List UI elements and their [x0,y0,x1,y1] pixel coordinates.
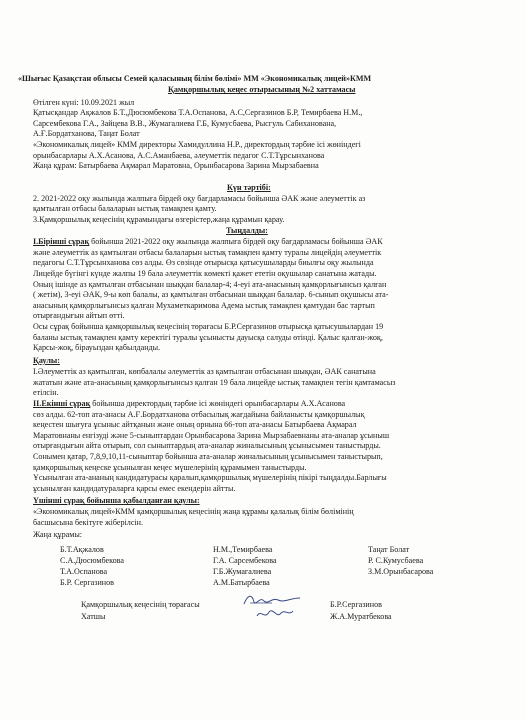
member-1-4: Б.Р. Сергазинов [60,578,114,587]
members-heading: Жаңа құрамы: [33,530,83,539]
agenda-item2-line1: 2. 2021-2022 оқу жылында жалпыға бірдей оқу бағдарламасы бойынша ӘАК және әлеуметтік аз [33,194,366,203]
third-line-2: басшысына бекітуге жіберілсін. [33,518,144,527]
q2-line-3: Маратовнаны енгізуді және 5-сыныптардан Орынбасарова Зарина Мырзабаевнаны ата-аналар ұсыныш [33,431,390,440]
q2-line-7: Ұсынылған ата-ананың кандидатурасы қаралып,қамқоршылық мүшелерінің пікірі тыңдалды.Барлығы [33,473,387,482]
q1-line-3: педагогы С.Т.Тұрсынханова сөз алды. Өз сөзінде отырысқа қатысушыларды биылғы оқу жылында [33,258,374,267]
document-title-line2: Қамқоршылық кеңес отырысының №2 хаттамасы [168,85,356,94]
invited-line-2: орынбасарлары А.Х.Асанова, А.С.Аманбаева, әлеуметтік педагог С.Т.Тұрсынханова [33,151,325,160]
resolution-line-1: I.Әлеуметтік аз қамтылған, көпбалалы әлеуметтік аз қамтылған отбасынан шыққан, ӘАК санатына [33,367,376,376]
member-3-1: Таңат Болат [368,545,410,554]
q1-line-2: және әлеуметтік аз қамтылған отбасы балаларын ыстық тамақпен қамту туралы лицейдің әлеуметтік [33,248,382,257]
q2-line-2: кеңестен шығуға ұсыныс айтқанын және оның орнына 66-топ ата-анасы Батырбаева Ақмарал [33,420,357,429]
q2-line-1: сөз алды. 62-топ ата-анасы А.Ғ.Бордатханова отбасылық жағдайына байланысты қамқоршылық [33,410,365,419]
listened-heading: Тыңдалды: [226,226,268,235]
new-members-line: Жаңа құрам: Батырбаева Ақмарал Маратовна, Орынбасарова Зарина Мырзабаевна [33,161,319,170]
secretary-name: Ж.А.Муратбекова [330,612,392,621]
q1-line-5: Оның ішінде аз қамтылған отбасынан шыққан балалар-4; 4-еуі ата-анасының қамқорлығынсыз қалған [33,280,387,289]
member-3-2: Р. С.Кумусбаева [368,556,424,565]
member-1-1: Б.Т.Ақжалов [60,545,104,554]
vote-line-2: баланы ыстық тамақпен қамту керектігі туралы ұсынысты дауысқа салуды өтінді. Қалыс қалған-жоқ, [33,333,383,342]
agenda-heading: Күн тәртібі: [227,183,271,192]
member-1-2: С.А.Дюсюмбекова [60,556,124,565]
q1-line-7: анасының қамқорлығынсыз қалған Мухаметкаримова Адема ыстық тамақпен қамтудан бас тартып [33,301,375,310]
member-2-4: А.М.Батырбаева [213,578,270,587]
member-3-3: З.М.Орынбасарова [368,567,434,576]
invited-line-1: «Экономикалық лицей» КММ директоры Хамидуллина Н.Р., директордың тәрбие ісі жөніндегі [33,140,361,149]
vote-line-3: Қарсы-жоқ, бірауыздан қабылданды. [33,343,161,352]
agenda-item3: 3.Қамқоршылық кеңесінің құрамындағы өзгерістер,жаңа құрамын қарау. [33,215,285,224]
third-heading: Үшінші сұрақ бойынша қабылданған қаулы: [33,496,200,505]
meeting-date: Өтілген күні: 10.09.2021 жыл [33,98,135,107]
q1-line-6: ( жетім), 3-еуі ӘАК, 9-ы көп балалы, аз қамтылған отбасынан шыққан балалар. 6-сынып оқушысы ата- [33,290,389,299]
resolution-heading: Қаулы: [33,356,60,365]
q2-label: II.Екінші сұрақ [33,399,91,408]
chair-label: Қамқоршылық кеңесінің төрағасы [81,600,200,609]
secretary-label: Хатшы [81,612,106,621]
document-title-line1: «Шығыс Қазақстан облысы Семей қаласының білім бөлімі» ММ «Экономикалық лицей»КММ [18,74,372,83]
q1-line-1: I.Бірінші сұрақ бойынша 2021-2022 оқу жылында жалпыға бірдей оқу бағдарламасы бойынша ӘАК [33,237,383,246]
q1-line-4: Лицейде бүгінгі күнде жалпы 19 бала әлеуметтік көмекті қажет ететін оқушылар санатына жатады. [33,269,377,278]
q2-line-5: Сонымен қатар, 7,8,9,10,11-сыныптар бойынша ата-аналар жиналысының ұсынысымен таныстырып, [33,452,383,461]
vote-line-1: Осы сұрақ бойынша қамқоршылық кеңесінің төрағасы Б.Р.Сергазинов отырысқа қатысушылардан 19 [33,322,384,331]
q2-line-4: отырғандығын айта отырып, сол сыныптардың ата-аналар жиналысының ұсынысымен таныстырды. [33,441,381,450]
agenda-item2-line2: қамтылған отбасы балаларын ыстық тамақпен қамту. [33,204,217,213]
q2-line-8: ұсынылған кандидатураларға қарсы емес екендерін айтты. [33,484,236,493]
member-1-3: Т.А.Оспанова [60,567,108,576]
q1-label: I.Бірінші сұрақ [33,237,90,246]
attendees-line-1: Қатысқандар Ақжалов Б.Т.,Дюсюмбекова Т.А.Оспанова, А.С,Сергазинов Б.Р, Темирбаева Н.М., [33,108,363,117]
third-line-1: «Экономикалық лицей»КММ қамқоршылық кеңесінің жаңа құрамы қалалық білім бөлімінің [33,507,354,516]
q1-line-8: отырғандығын айтып өтті. [33,311,125,320]
member-2-3: Г.Б.Жумагалиева [213,567,272,576]
attendees-line-2: Сарсембекова Г.А., Зайцева В.В., Жумагалиева Г.Б, Кумусбаева, Рысгуль Сабиханована, [33,119,337,128]
attendees-line-3: А.Ғ.Бордатханова, Таңат Болат [33,129,140,138]
q2-line-6: қамқоршылық кеңеске ұсынылған кеңес мүшелерінің құрамымен таныстырды. [33,463,307,472]
resolution-line-3: етілсін. [33,388,59,397]
resolution-line-2: жататын және ата-анасының қамқорлығынсыз қалған 19 бала лицейде ыстық тамақпен тегін қамтамасыз [33,378,396,387]
member-2-1: Н.М.,Темирбаева [213,545,273,554]
member-2-2: Г.А. Сарсембекова [213,556,277,565]
q2-intro: II.Екінші сұрақ бойынша директордың тәрбие ісі жөніндегі орынбасарлары А.Х.Асанова [33,399,346,408]
chair-name: Б.Р.Сергазинов [330,600,382,609]
secretary-signature [255,606,295,622]
